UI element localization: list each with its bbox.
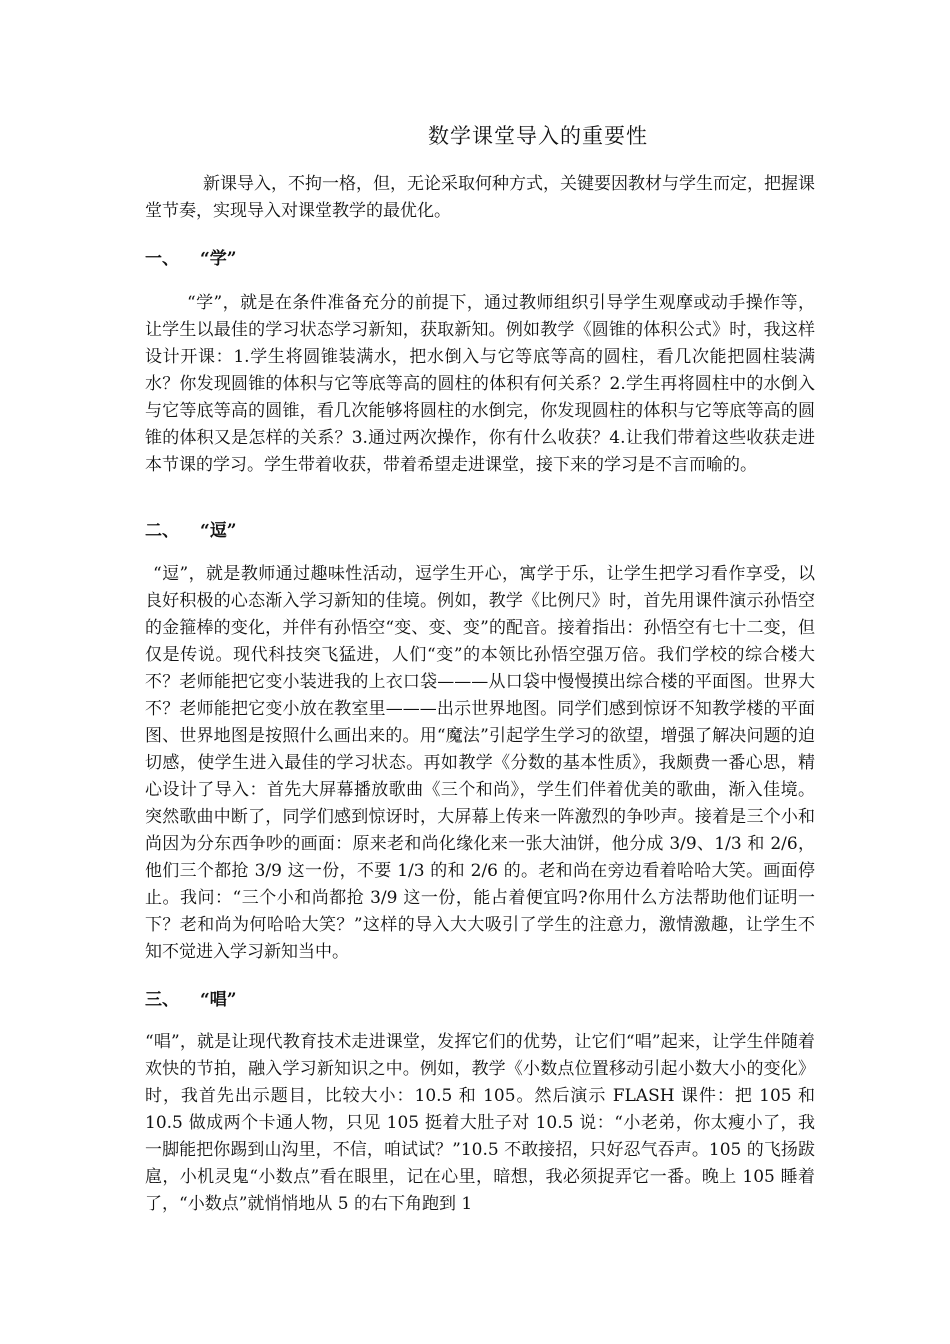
section-body-1: “学”，就是在条件准备充分的前提下，通过教师组织引导学生观摩或动手操作等，让学生以最佳的学习状态学习新知，获取新知。例如教学《圆锥的体积公式》时，我这样设计开课：1.学生将圆锥装满水，把水倒入与它等底等高的圆柱，看几次能把圆柱装满水？你发现圆锥的体积与它等底等高的圆柱的体积有何关系？2.学生再将圆柱中的水倒入与它等底等高的圆锥，看几次能够将圆柱的水倒完，你发现圆柱的体积与它等底等高的圆锥的体积又是怎样的关系？3.通过两次操作，你有什么收获？4.让我们带着这些收获走进本节课的学习。学生带着收获，带着希望走进课堂，接下来的学习是不言而喻的。 — [145, 293, 815, 475]
section-heading-3 — [145, 985, 237, 1010]
section-title-2: “逗” — [200, 521, 237, 541]
section-number-2: 二、 — [145, 521, 179, 541]
section-title-3: “唱” — [200, 990, 237, 1010]
section-body-2: “逗”，就是教师通过趣味性活动，逗学生开心，寓学于乐，让学生把学习看作享受，以良好积极的心态渐入学习新知的佳境。例如，教学《比例尺》时，首先用课件演示孙悟空的金箍棒的变化，并伴有孙悟空“变、变、变”的配音。接着指出：孙悟空有七十二变，但仅是传说。现代科技突飞猛进，人们“变”的本领比孙悟空强万倍。我们学校的综合楼大不？老师能把它变小装进我的上衣口袋———从口袋中慢慢摸出综合楼的平面图。世界大不？老师能把它变小放在教室里———出示世界地图。同学们感到惊讶不知教学楼的平面图、世界地图是按照什么画出来的。用“魔法”引起学生学习的欲望，增强了解决问题的迫切感，使学生进入最佳的学习状态。再如教学《分数的基本性质》，我颇费一番心思，精心设计了导入：首先大屏幕播放歌曲《三个和尚》，学生们伴着优美的歌曲，渐入佳境。突然歌曲中断了，同学们感到惊讶时，大屏幕上传来一阵激烈的争吵声。接着是三个小和尚因为分东西争吵的画面：原来老和尚化缘化来一张大油饼，他分成 3/9、1/3 和 2/6，他们三个都抢 3/9 这一份，不要 1/3 的和 2/6 的。老和尚在旁边看着哈哈大笑。画面停止。我问：“三个小和尚都抢 3/9 这一份，能占着便宜吗?你用什么方法帮助他们证明一下？老和尚为何哈哈大笑？”这样的导入大大吸引了学生的注意力，激情激趣，让学生不知不觉进入学习新知当中。 — [145, 564, 815, 962]
section-number-3: 三、 — [145, 990, 179, 1010]
section-heading-2 — [145, 516, 237, 541]
section-body-3: “唱”，就是让现代教育技术走进课堂，发挥它们的优势，让它们“唱”起来，让学生伴随着欢快的节拍，融入学习新知识之中。例如，教学《小数点位置移动引起小数大小的变化》时，我首先出示题目，比较大小：10.5 和 105。然后演示 FLASH 课件：把 105 和 10.5 做成两个卡通人物，只见 105 挺着大肚子对 10.5 说：“小老弟，你太瘦小了，我一脚能把你踢到山沟里，不信，咱试试？”10.5 不敢接招，只好忍气吞声。105 的飞扬跋扈，小机灵鬼“小数点”看在眼里，记在心里，暗想，我必须捉弄它一番。晚上 105 睡着了，“小数点”就悄悄地从 5 的右下角跑到 1 — [145, 1032, 815, 1214]
page-title: 数学课堂导入的重要性 — [428, 124, 648, 148]
section-heading-1 — [145, 244, 237, 269]
section-title-1: “学” — [200, 249, 237, 269]
intro-paragraph: 新课导入，不拘一格，但，无论采取何种方式，关键要因教材与学生而定，把握课堂节奏，实现导入对课堂教学的最优化。 — [145, 174, 815, 221]
section-number-1: 一、 — [145, 249, 179, 269]
